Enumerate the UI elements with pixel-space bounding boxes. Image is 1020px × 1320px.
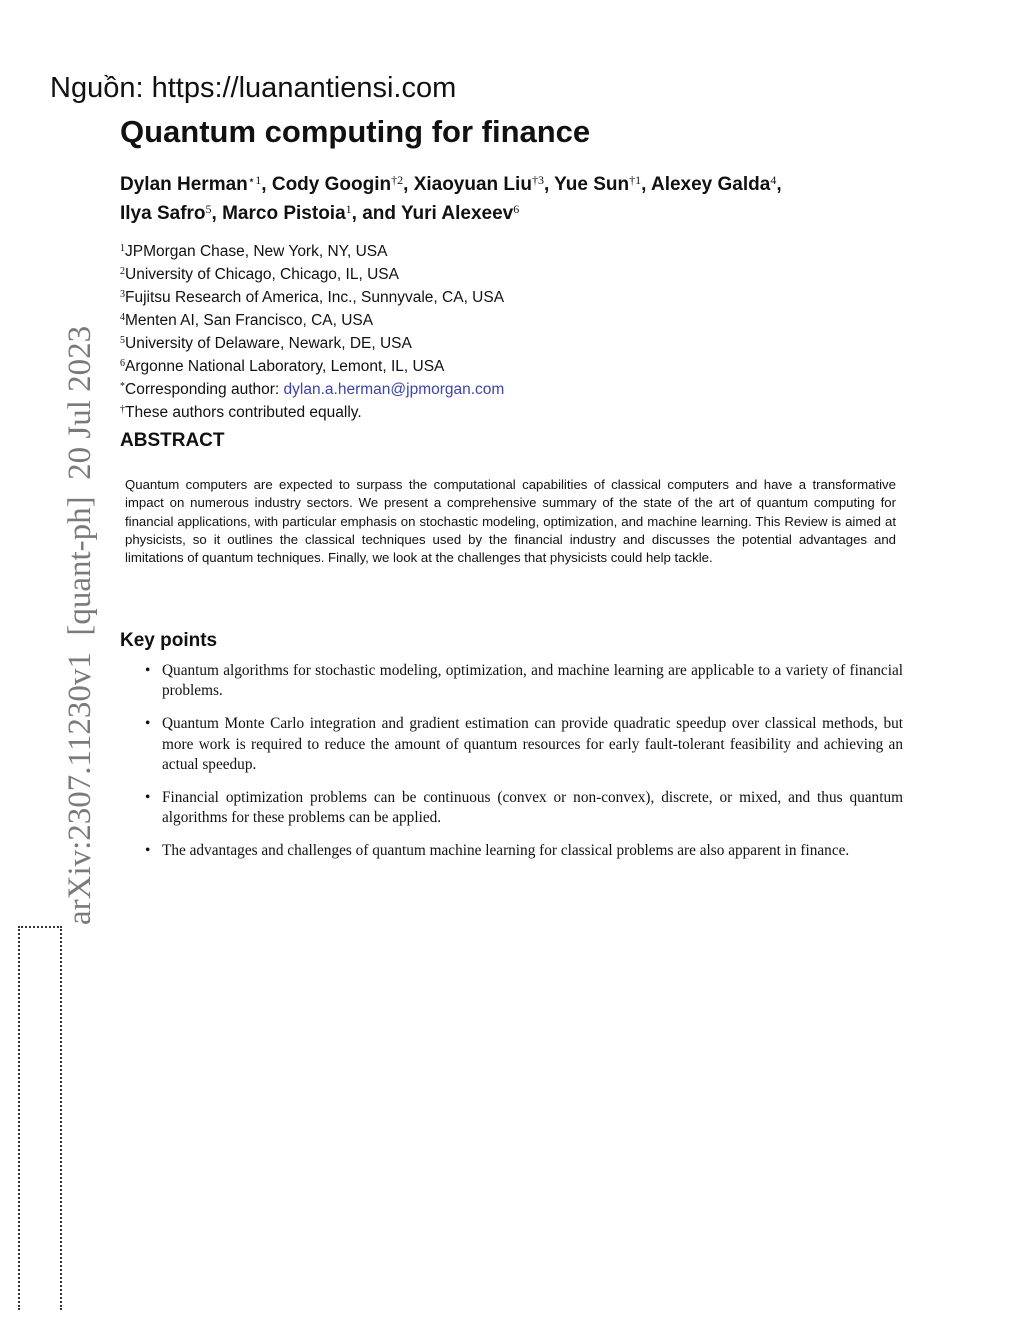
author: Cody Googin$^{\dagger 2}$, [271,173,414,195]
arxiv-stamp: arXiv:2307.11230v1 [quant-ph] 20 Jul 2023 [62,325,98,925]
key-points-heading: Key points [120,630,218,651]
affiliations [120,239,504,423]
corresponding-author: *Corresponding author: dylan.a.herman@jpmorgan.com [120,381,505,398]
arxiv-stamp-box [18,926,62,1310]
affiliation: $^2$University of Chicago, Chicago, IL, USA [120,266,399,283]
affiliation: $^5$University of Delaware, Newark, DE, USA [120,335,412,352]
author: Xiaoyuan Liu$^{\dagger 3}$, [413,173,555,195]
author: Yuri Alexeev$^6$ [400,202,520,224]
paper-title: Quantum computing for finance [120,114,591,149]
list-item: • The advantages and challenges of quantum machine learning for classical problems are also apparent in finance. [145,841,903,861]
bullet-icon: • [145,715,151,733]
affiliation: $^6$Argonne National Laboratory, Lemont, IL, USA [120,358,445,375]
bullet-icon: • [145,789,151,807]
bullet-icon: • [145,662,151,679]
affiliation: $^1$JPMorgan Chase, New York, NY, USA [120,243,388,260]
bullet-icon: • [145,842,151,860]
author: Marco Pistoia$^1$, and [222,202,401,224]
equal-contribution-note: †These authors contributed equally. [120,404,362,421]
source-watermark: Nguồn: https://luanantiensi.com [50,72,457,104]
author: Dylan Herman$^{⋆1}$, [120,173,272,195]
affiliation: $^4$Menten AI, San Francisco, CA, USA [120,312,374,329]
list-item: • Financial optimization problems can be continuous (convex or non-convex), discrete, or mixed, and thus quantum algorithms for these problems can be applied. [145,789,903,827]
affiliation: $^3$Fujitsu Research of America, Inc., Sunnyvale, CA, USA [120,289,505,306]
email-link[interactable]: dylan.a.herman@jpmorgan.com [283,381,505,398]
author: Yue Sun$^{\dagger 1}$, [554,173,651,195]
abstract-heading: ABSTRACT [120,430,225,451]
list-item: • Quantum algorithms for stochastic modeling, optimization, and machine learning are applicable to a variety of financial problems. [145,662,903,700]
list-item: • Quantum Monte Carlo integration and gradient estimation can provide quadratic speedup over classical methods, but more work is required to reduce the amount of quantum resources for early fault-tolerant feasibility and achieving an actual speedup. [145,715,903,773]
author-list [120,168,880,226]
author: Alexey Galda$^4$, [650,173,782,195]
author: Ilya Safro$^5$, [120,202,223,224]
abstract-body: Quantum computers are expected to surpass the computational capabilities of classical computers and have a transformative impact on numerous industry sectors. We present a comprehensive summary of the state of the art of quantum computing for financial applications, with particular emphasis on stochastic modeling, optimization, and machine learning. This Review is aimed at physicists, so it outlines the classical techniques used by the financial industry and discusses the potential advantages and limitations of quantum techniques. Finally, we look at the challenges that physicists could help tackle. [125,477,896,566]
key-points-list [145,661,903,875]
